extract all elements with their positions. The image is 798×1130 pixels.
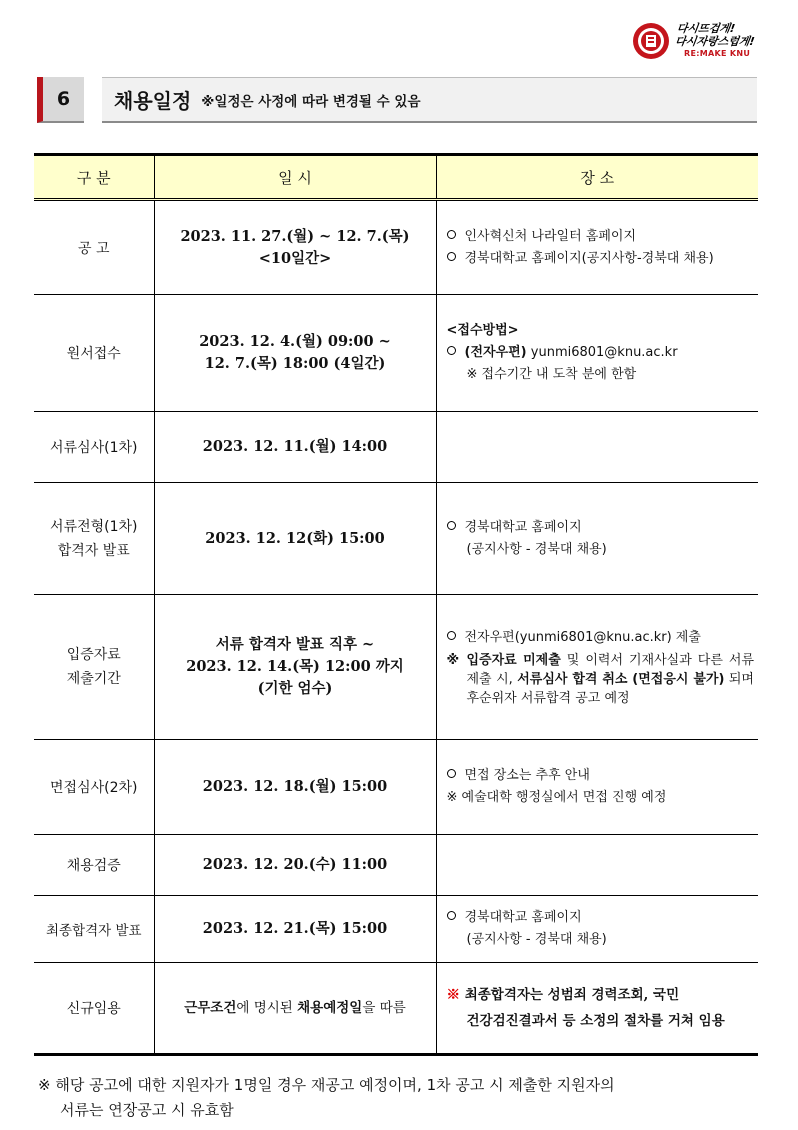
place-line: 면접 장소는 추후 안내	[464, 768, 590, 783]
row-category: 면접심사(2차)	[34, 740, 154, 835]
row-category: 원서접수	[34, 295, 154, 412]
row-datetime: 2023. 12. 21.(목) 15:00	[154, 896, 436, 963]
category-line: 서류전형(1차)	[50, 518, 138, 535]
place-line: 인사혁신처 나라일터 홈페이지	[464, 228, 637, 244]
place-line: (공지사항 - 경북대 채용)	[466, 541, 607, 557]
row-place	[436, 483, 758, 595]
email-address: yunmi6801@knu.ac.kr	[530, 345, 678, 360]
table-row	[34, 740, 758, 835]
warning-emphasis: 입증자료 미제출	[466, 652, 561, 668]
slogan-line-2: 다시자랑스럽게!	[674, 35, 756, 48]
knu-logo	[632, 22, 772, 64]
place-heading: <접수방법>	[446, 323, 519, 338]
place-line: 전자우편(yunmi6801@knu.ac.kr) 제출	[464, 629, 701, 645]
warning-text: 및 이력서 기재사실과 다른 서류 제출 시,	[466, 652, 754, 687]
row-place	[436, 200, 758, 295]
category-line: 제출기간	[66, 671, 121, 687]
row-place	[436, 595, 758, 740]
row-place	[436, 896, 758, 963]
section-header	[102, 77, 757, 123]
schedule-table	[34, 153, 758, 1056]
place-line: 건강검진결과서 등 소정의 절차를 거쳐 임용	[466, 1013, 725, 1029]
circle-bullet-icon	[447, 230, 456, 239]
circle-bullet-icon	[447, 911, 456, 920]
date-line: 12. 7.(목) 18:00 (4일간)	[204, 355, 386, 372]
date-line: 서류 합격자 발표 직후 ~	[215, 636, 375, 653]
table-row	[34, 835, 758, 896]
footnote	[38, 1073, 758, 1123]
row-place	[436, 835, 758, 896]
warning-emphasis: 서류심사 합격 취소 (면접응시 불가)	[517, 671, 725, 687]
row-category	[34, 483, 154, 595]
row-datetime	[154, 963, 436, 1055]
header-category: 구 분	[34, 155, 154, 200]
date-line: 2023. 12. 14.(목) 12:00 까지	[186, 658, 404, 675]
category-line: 입증자료	[66, 647, 121, 663]
circle-bullet-icon	[447, 631, 456, 640]
table-header-row	[34, 155, 758, 200]
section-note: ※일정은 사정에 따라 변경될 수 있음	[201, 93, 421, 110]
table-row	[34, 595, 758, 740]
slogan	[674, 22, 774, 48]
footnote-line: 서류는 연장공고 시 유효함	[60, 1101, 234, 1119]
date-line: 2023. 12. 4.(월) 09:00 ~	[199, 333, 391, 350]
place-line: (공지사항 - 경북대 채용)	[466, 932, 607, 947]
brand-text: RE:MAKE KNU	[684, 49, 751, 58]
circle-bullet-icon	[447, 769, 456, 778]
header-place: 장 소	[436, 155, 758, 200]
circle-bullet-icon	[447, 346, 456, 355]
row-datetime: 2023. 12. 12(화) 15:00	[154, 483, 436, 595]
table-row	[34, 963, 758, 1055]
row-category: 최종합격자 발표	[34, 896, 154, 963]
row-category: 공 고	[34, 200, 154, 295]
table-row	[34, 412, 758, 483]
footnote-line: ※ 해당 공고에 대한 지원자가 1명일 경우 재공고 예정이며, 1차 공고 시 제출한 지원자의	[38, 1076, 615, 1094]
place-line: 경북대학교 홈페이지(공지사항-경북대 채용)	[464, 250, 714, 266]
red-reference-mark: ※	[446, 987, 460, 1003]
circle-bullet-icon	[447, 521, 456, 530]
reference-mark: ※	[446, 652, 460, 668]
table-row	[34, 295, 758, 412]
section-number: 6	[37, 77, 84, 123]
place-line: 최종합격자는 성범죄 경력조회, 국민	[464, 987, 680, 1003]
row-place	[436, 740, 758, 835]
table-row	[34, 200, 758, 295]
place-label: (전자우편)	[464, 345, 527, 360]
row-category: 신규임용	[34, 963, 154, 1055]
warning-note	[447, 651, 755, 708]
date-emphasis: 채용예정일	[297, 1000, 363, 1016]
date-line: 2023. 11. 27.(월) ~ 12. 7.(목)	[180, 227, 410, 245]
date-emphasis: 근무조건	[184, 1000, 237, 1016]
date-line: (기한 엄수)	[257, 680, 333, 697]
row-datetime: 2023. 12. 11.(월) 14:00	[154, 412, 436, 483]
row-datetime	[154, 295, 436, 412]
place-line: ※ 예술대학 행정실에서 면접 진행 예정	[446, 790, 667, 805]
slogan-line-1: 다시뜨겁게!	[676, 22, 736, 35]
date-text: 을 따름	[362, 1000, 406, 1016]
row-place	[436, 412, 758, 483]
category-line: 합격자 발표	[57, 542, 130, 559]
circle-bullet-icon	[447, 252, 456, 261]
section-title: 채용일정	[114, 89, 192, 113]
row-place	[436, 295, 758, 412]
warning-text: 되며 후순위자 서류합격 공고 예정	[466, 671, 754, 706]
date-line: <10일간>	[258, 249, 332, 267]
row-datetime	[154, 200, 436, 295]
row-category: 서류심사(1차)	[34, 412, 154, 483]
row-category: 채용검증	[34, 835, 154, 896]
header-datetime: 일 시	[154, 155, 436, 200]
row-category	[34, 595, 154, 740]
university-seal-icon	[632, 22, 670, 60]
table-row	[34, 896, 758, 963]
table-row	[34, 483, 758, 595]
row-place	[436, 963, 758, 1055]
row-datetime	[154, 595, 436, 740]
row-datetime: 2023. 12. 18.(월) 15:00	[154, 740, 436, 835]
place-line: 경북대학교 홈페이지	[464, 910, 582, 925]
place-line: 경북대학교 홈페이지	[464, 519, 582, 535]
place-note: ※ 접수기간 내 도착 분에 한함	[466, 367, 637, 382]
date-text: 에 명시된	[236, 1000, 298, 1016]
row-datetime: 2023. 12. 20.(수) 11:00	[154, 835, 436, 896]
